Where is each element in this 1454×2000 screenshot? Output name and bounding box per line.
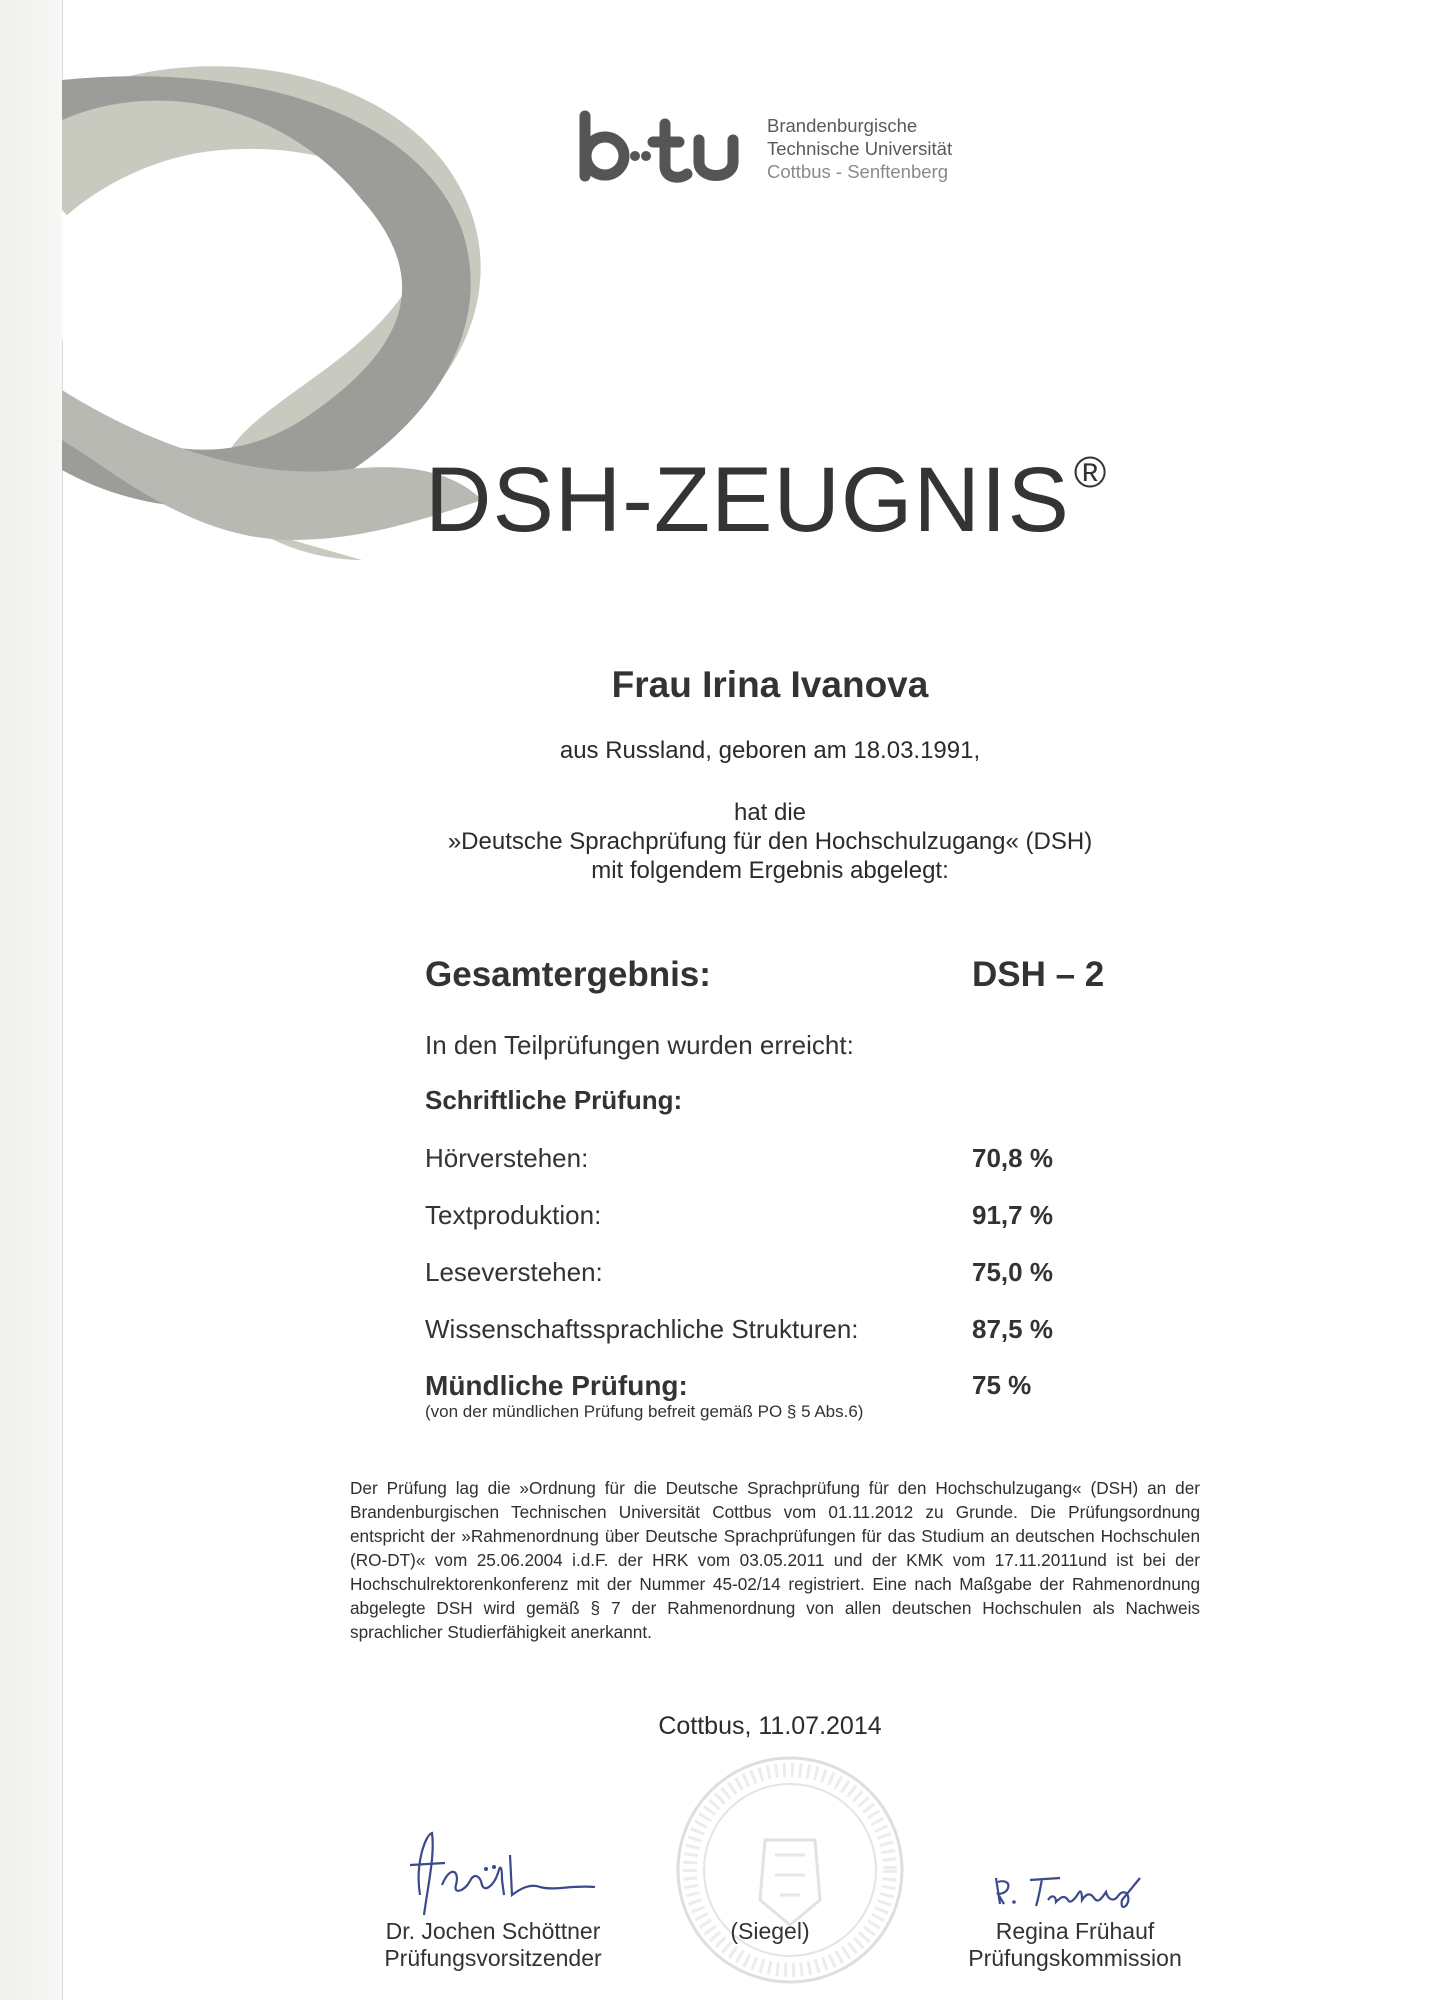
oral-note: (von der mündlichen Prüfung befreit gemäß PO § 5 Abs.6) xyxy=(425,1402,864,1421)
signature-schoettner xyxy=(390,1825,620,1925)
legal-paragraph: Der Prüfung lag die »Ordnung für die Deutsche Sprachprüfung für den Hochschulzugang« (DSH) an der Brandenburgischen Technischen Universität Cottbus vom 01.11.2012 zu Grunde. Die Prüfungsordnung entspricht der »Rahmenordnung über Deutsche Sprachprüfungen für das Studium an deutschen Hochschulen (RO-DT)« vom 25.06.2004 i.d.F. der HRK vom 03.05.2011 und der KMK vom 17.11.2011und ist bei der Hochschulrektorenkonferenz mit der Nummer 45-02/14 registriert. Eine nach Maßgabe der Rahmenordnung abgelegte DSH wird gemäß § 7 der Rahmenordnung von allen deutschen Hochschulen als Nachweis sprachlicher Studierfähigkeit anerkannt. xyxy=(350,1478,1200,1642)
title-text: DSH-ZEUGNIS xyxy=(425,449,1070,551)
result-value-structures: 87,5 % xyxy=(972,1314,1053,1344)
result-label-reading: Leseverstehen: xyxy=(425,1257,603,1287)
embossed-seal xyxy=(670,1750,910,1990)
result-label-writing: Textproduktion: xyxy=(425,1200,602,1230)
overall-label: Gesamtergebnis: xyxy=(425,955,711,994)
university-name-line2: Technische Universität xyxy=(767,138,953,159)
signatory-right-role: Prüfungskommission xyxy=(968,1945,1182,1971)
intro-line2: »Deutsche Sprachprüfung für den Hochschulzugang« (DSH) xyxy=(447,828,1093,855)
holder-origin: aus Russland, geboren am 18.03.1991, xyxy=(559,737,981,764)
result-value-writing: 91,7 % xyxy=(972,1200,1053,1230)
signatory-left xyxy=(338,1918,648,1972)
signatory-left-name: Dr. Jochen Schöttner xyxy=(385,1918,601,1944)
signatory-right xyxy=(920,1918,1230,1972)
university-name xyxy=(767,114,952,183)
result-label-structures: Wissenschaftssprachliche Strukturen: xyxy=(425,1314,859,1344)
intro-line3: mit folgendem Ergebnis abgelegt: xyxy=(591,857,949,884)
overall-value: DSH – 2 xyxy=(972,955,1105,994)
result-label-listening: Hörverstehen: xyxy=(425,1143,589,1173)
scan-edge xyxy=(0,0,62,2000)
subtests-intro: In den Teilprüfungen wurden erreicht: xyxy=(425,1030,854,1060)
signatory-left-role: Prüfungsvorsitzender xyxy=(384,1945,602,1971)
intro-line1: hat die xyxy=(733,799,807,826)
intro-text xyxy=(330,798,1210,885)
oral-label: Mündliche Prüfung: xyxy=(425,1370,688,1401)
oral-value: 75 % xyxy=(972,1370,1032,1400)
signatory-right-name: Regina Frühauf xyxy=(995,1918,1155,1944)
btu-logo-mark xyxy=(575,110,745,190)
signature-fruehauf xyxy=(990,1870,1170,1920)
place-date: Cottbus, 11.07.2014 xyxy=(658,1712,882,1740)
seal-label: (Siegel) xyxy=(730,1918,810,1944)
holder-name: Frau Irina Ivanova xyxy=(611,664,929,705)
written-heading: Schriftliche Prüfung: xyxy=(425,1085,683,1115)
university-name-line3: Cottbus - Senftenberg xyxy=(767,161,948,182)
result-value-reading: 75,0 % xyxy=(972,1257,1053,1287)
document-title xyxy=(425,448,1107,553)
university-name-line1: Brandenburgische xyxy=(767,115,918,136)
result-value-listening: 70,8 % xyxy=(972,1143,1053,1173)
registered-mark: ® xyxy=(1073,448,1108,497)
